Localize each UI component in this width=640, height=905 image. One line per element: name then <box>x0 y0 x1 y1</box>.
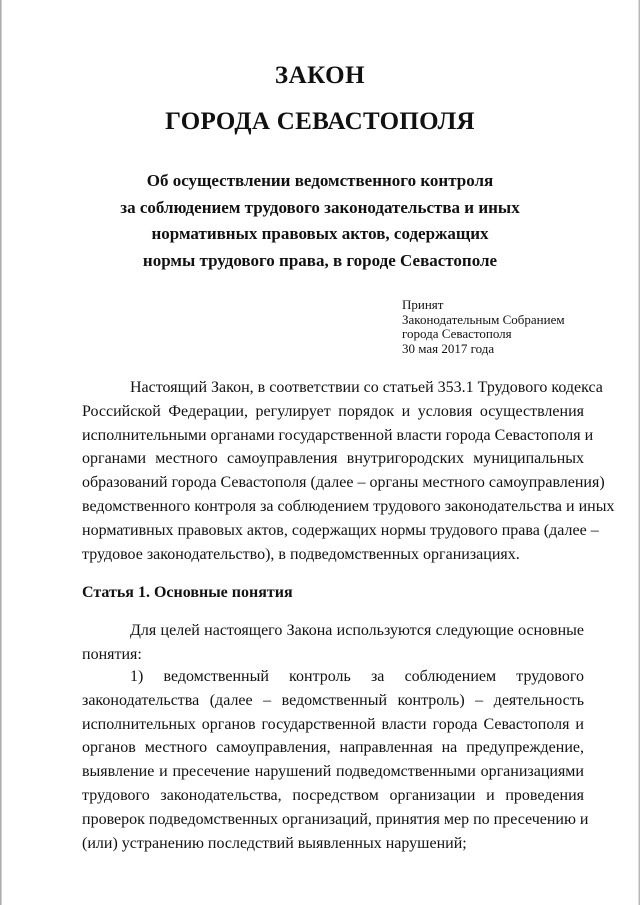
paragraph-line: (или) устранению последствий выявленных нарушений; <box>82 834 467 852</box>
paragraph-line: трудового законодательства, посредством организации и проведения <box>82 786 584 804</box>
article-1-heading: Статья 1. Основные понятия <box>82 584 293 601</box>
subtitle-line: нормативных правовых актов, содержащих <box>151 224 489 243</box>
paragraph-line: Российской Федерации, регулирует порядок и условия осуществления <box>82 402 584 420</box>
paragraph-line: выявление и пресечение нарушений подведомственными организациями <box>82 763 584 781</box>
paragraph-line: исполнительных органов государственной власти города Севастополя и <box>82 715 584 733</box>
adoption-line: Принят <box>402 297 444 312</box>
law-heading: ЗАКОН <box>274 62 366 89</box>
paragraph-line: исполнительными органами государственной власти города Севастополя и <box>82 426 594 444</box>
paragraph-line: нормативных правовых актов, содержащих нормы трудового права (далее – <box>82 521 599 539</box>
paragraph-line: органов местного самоуправления, направленная на предупреждение, <box>82 739 584 757</box>
paragraph-line: Настоящий Закон, в соответствии со статьей 353.1 Трудового кодекса <box>130 379 603 396</box>
subtitle-line: за соблюдением трудового законодательства и иных <box>120 197 520 217</box>
intro-paragraph <box>82 376 615 566</box>
adoption-line: Законодательным Собранием <box>402 311 565 327</box>
law-subtitle <box>0 168 640 274</box>
adoption-date: 30 мая 2017 года <box>402 340 495 356</box>
paragraph-line: 1) ведомственный контроль за соблюдением трудового <box>130 668 584 685</box>
adoption-line: города Севастополя <box>402 326 512 341</box>
article-1-item-1 <box>82 665 589 855</box>
paragraph-line: законодательства (далее – ведомственный контроль) – деятельность <box>82 691 584 709</box>
article-1-intro <box>82 619 584 667</box>
paragraph-line: органами местного самоуправления внутригородских муниципальных <box>82 450 584 468</box>
paragraph-line: Для целей настоящего Закона используются следующие основные <box>130 622 584 639</box>
paragraph-line: понятия: <box>82 645 142 663</box>
paragraph-line: образований города Севастополя (далее – органы местного самоуправления) <box>82 474 605 492</box>
subtitle-line: нормы трудового права, в городе Севастополе <box>142 250 498 270</box>
law-city-heading: ГОРОДА СЕВАСТОПОЛЯ <box>165 108 475 135</box>
paragraph-line: проверок подведомственных организаций, принятия мер по пресечению и <box>82 810 589 828</box>
paragraph-line: ведомственного контроля за соблюдением трудового законодательства и иных <box>82 497 615 515</box>
subtitle-line: Об осуществлении ведомственного контроля <box>146 171 494 190</box>
paragraph-line: трудовое законодательство), в подведомственных организациях. <box>82 545 520 563</box>
adoption-note <box>402 298 565 356</box>
